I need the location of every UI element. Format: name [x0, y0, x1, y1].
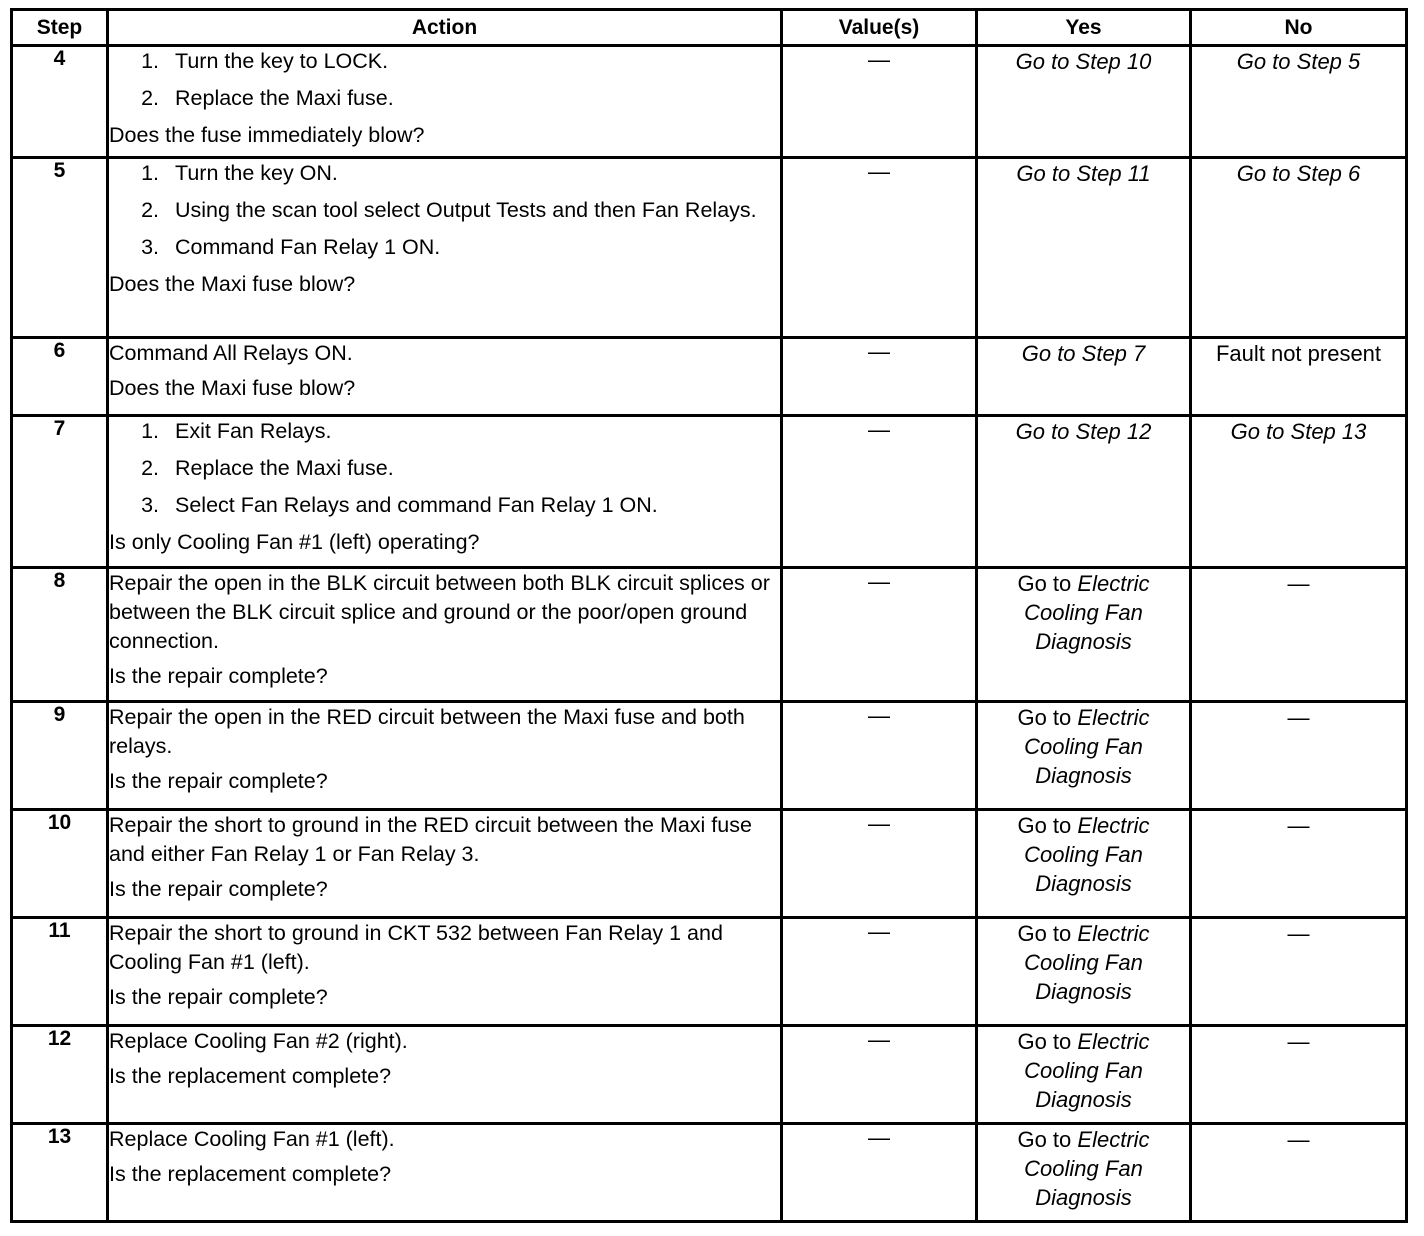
action-step-number: 3. — [141, 235, 159, 259]
no-result-text: — — [1287, 921, 1310, 946]
table-row — [12, 338, 1407, 416]
table-row — [12, 416, 1407, 568]
action-cell — [108, 46, 782, 158]
action-question: Does the Maxi fuse blow? — [109, 376, 356, 400]
no-result-text: — — [1287, 705, 1310, 730]
action-step-text: Turn the key to LOCK. — [175, 49, 389, 73]
action-step-text: Select Fan Relays and command Fan Relay 1 ON. — [175, 493, 658, 517]
action-question: Does the fuse immediately blow? — [109, 123, 425, 147]
action-step-number: 2. — [141, 198, 159, 222]
no-cell — [1191, 1124, 1407, 1222]
value-cell: — — [782, 1026, 977, 1124]
action-step-item — [139, 417, 780, 446]
yes-goto-link[interactable]: Go to Step 10 — [1015, 49, 1152, 74]
action-cell — [108, 810, 782, 918]
no-goto-link[interactable]: Go to Step 5 — [1236, 49, 1361, 74]
yes-goto-link[interactable]: Electric Cooling Fan Diagnosis — [1024, 705, 1150, 788]
action-steps-list — [109, 159, 780, 262]
step-number: 9 — [12, 702, 108, 810]
no-cell — [1191, 702, 1407, 810]
yes-goto-link[interactable]: Electric Cooling Fan Diagnosis — [1024, 921, 1150, 1004]
step-number: 10 — [12, 810, 108, 918]
action-question: Is the repair complete? — [109, 985, 328, 1009]
action-question: Is only Cooling Fan #1 (left) operating? — [109, 530, 480, 554]
yes-cell — [977, 46, 1191, 158]
no-cell — [1191, 810, 1407, 918]
step-number: 13 — [12, 1124, 108, 1222]
yes-cell — [977, 158, 1191, 338]
action-step-text: Command Fan Relay 1 ON. — [175, 235, 441, 259]
step-number: 11 — [12, 918, 108, 1026]
no-cell — [1191, 1026, 1407, 1124]
action-instruction: Replace Cooling Fan #1 (left). — [109, 1127, 395, 1151]
value-cell: — — [782, 158, 977, 338]
value-cell: — — [782, 46, 977, 158]
yes-cell — [977, 1124, 1191, 1222]
action-cell — [108, 702, 782, 810]
step-number: 6 — [12, 338, 108, 416]
table-row — [12, 568, 1407, 702]
yes-goto-link[interactable]: Go to Step 7 — [1021, 341, 1146, 366]
action-cell — [108, 1124, 782, 1222]
action-step-text: Replace the Maxi fuse. — [175, 456, 394, 480]
no-result-text: Fault not present — [1215, 341, 1382, 366]
action-step-item — [139, 47, 780, 76]
value-cell: — — [782, 702, 977, 810]
no-cell — [1191, 416, 1407, 568]
no-cell — [1191, 568, 1407, 702]
yes-goto-link[interactable]: Go to Step 11 — [1016, 161, 1151, 186]
action-step-item — [139, 159, 780, 188]
action-cell — [108, 568, 782, 702]
header-yes: Yes — [977, 10, 1191, 46]
action-step-text: Turn the key ON. — [175, 161, 338, 185]
yes-goto-link[interactable]: Electric Cooling Fan Diagnosis — [1024, 1127, 1150, 1210]
yes-cell — [977, 416, 1191, 568]
yes-result-text: Go to — [1017, 813, 1072, 838]
diagnostic-table — [10, 8, 1408, 1223]
action-instruction: Repair the short to ground in CKT 532 between Fan Relay 1 and Cooling Fan #1 (left). — [109, 921, 723, 974]
no-result-text: — — [1287, 813, 1310, 838]
yes-result-text: Go to — [1017, 705, 1072, 730]
action-step-item — [139, 196, 780, 225]
action-instruction: Repair the short to ground in the RED circuit between the Maxi fuse and either Fan Relay 1 or Fan Relay 3. — [109, 813, 752, 866]
value-cell: — — [782, 338, 977, 416]
yes-goto-link[interactable]: Electric Cooling Fan Diagnosis — [1024, 1029, 1150, 1112]
action-step-number: 1. — [141, 419, 159, 443]
yes-goto-link[interactable]: Electric Cooling Fan Diagnosis — [1024, 813, 1150, 896]
no-cell — [1191, 918, 1407, 1026]
no-cell — [1191, 46, 1407, 158]
no-result-text: — — [1287, 1029, 1310, 1054]
action-question: Is the repair complete? — [109, 877, 328, 901]
table-row — [12, 158, 1407, 338]
action-cell — [108, 158, 782, 338]
action-steps-list — [109, 47, 780, 113]
action-instruction: Repair the open in the RED circuit between the Maxi fuse and both relays. — [109, 705, 745, 758]
value-cell: — — [782, 568, 977, 702]
action-step-item — [139, 491, 780, 520]
yes-result-text: Go to — [1017, 571, 1072, 596]
action-step-number: 3. — [141, 493, 159, 517]
action-cell — [108, 918, 782, 1026]
action-question: Is the replacement complete? — [109, 1064, 392, 1088]
yes-cell — [977, 810, 1191, 918]
yes-cell — [977, 918, 1191, 1026]
step-number: 12 — [12, 1026, 108, 1124]
yes-cell — [977, 338, 1191, 416]
yes-cell — [977, 1026, 1191, 1124]
no-result-text: — — [1287, 571, 1310, 596]
action-step-text: Exit Fan Relays. — [175, 419, 332, 443]
no-goto-link[interactable]: Go to Step 13 — [1230, 419, 1367, 444]
header-values: Value(s) — [782, 10, 977, 46]
table-row — [12, 918, 1407, 1026]
table-body — [12, 46, 1407, 1222]
action-step-item — [139, 233, 780, 262]
yes-result-text: Go to — [1017, 1127, 1072, 1152]
step-number: 5 — [12, 158, 108, 338]
action-cell — [108, 1026, 782, 1124]
action-step-text: Replace the Maxi fuse. — [175, 86, 394, 110]
no-cell — [1191, 158, 1407, 338]
yes-goto-link[interactable]: Go to Step 12 — [1015, 419, 1152, 444]
step-number: 7 — [12, 416, 108, 568]
action-cell — [108, 338, 782, 416]
table-row — [12, 1026, 1407, 1124]
value-cell: — — [782, 918, 977, 1026]
action-step-number: 2. — [141, 86, 159, 110]
action-question: Is the replacement complete? — [109, 1162, 392, 1186]
table-row — [12, 1124, 1407, 1222]
action-step-item — [139, 84, 780, 113]
yes-cell — [977, 702, 1191, 810]
action-step-number: 1. — [141, 49, 159, 73]
yes-goto-link[interactable]: Electric Cooling Fan Diagnosis — [1024, 571, 1150, 654]
header-step: Step — [12, 10, 108, 46]
no-result-text: — — [1287, 1127, 1310, 1152]
value-cell: — — [782, 416, 977, 568]
action-question: Is the repair complete? — [109, 769, 328, 793]
action-instruction: Repair the open in the BLK circuit between both BLK circuit splices or between the BLK circuit splice and ground or the poor/open ground connection. — [109, 571, 770, 653]
action-instruction: Command All Relays ON. — [109, 341, 353, 365]
table-row — [12, 810, 1407, 918]
yes-result-text: Go to — [1017, 1029, 1072, 1054]
action-step-item — [139, 454, 780, 483]
action-step-text: Using the scan tool select Output Tests and then Fan Relays. — [175, 198, 757, 222]
action-question: Does the Maxi fuse blow? — [109, 272, 356, 296]
value-cell: — — [782, 810, 977, 918]
value-cell: — — [782, 1124, 977, 1222]
header-row — [12, 10, 1407, 46]
header-action: Action — [108, 10, 782, 46]
step-number: 4 — [12, 46, 108, 158]
yes-cell — [977, 568, 1191, 702]
table-row — [12, 46, 1407, 158]
action-steps-list — [109, 417, 780, 520]
action-instruction: Replace Cooling Fan #2 (right). — [109, 1029, 408, 1053]
header-no: No — [1191, 10, 1407, 46]
action-question: Is the repair complete? — [109, 664, 328, 688]
table-row — [12, 702, 1407, 810]
action-cell — [108, 416, 782, 568]
action-step-number: 1. — [141, 161, 159, 185]
step-number: 8 — [12, 568, 108, 702]
yes-result-text: Go to — [1017, 921, 1072, 946]
no-cell — [1191, 338, 1407, 416]
action-step-number: 2. — [141, 456, 159, 480]
no-goto-link[interactable]: Go to Step 6 — [1236, 161, 1361, 186]
